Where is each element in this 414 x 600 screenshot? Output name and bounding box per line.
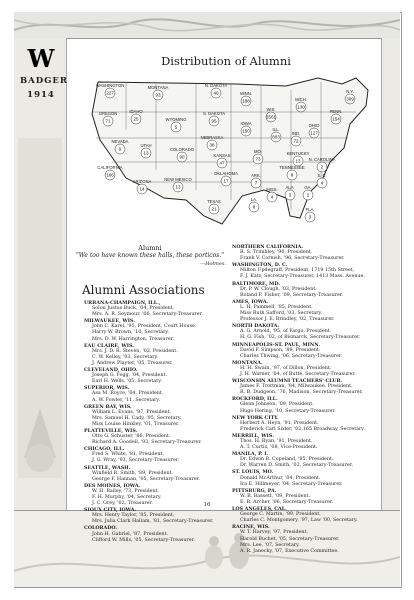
association: [84, 525, 234, 543]
association-officer: Dr. Warren D. Smith, '02, Secretary-Treasurer.: [240, 463, 354, 469]
association-city: AMES, IOWA.: [232, 298, 269, 305]
association-officer: W. B. Bassett, '09, President.: [240, 493, 311, 499]
association-city: WASHINGTON, D. C.: [232, 262, 288, 269]
association-officer: Richard A. Goodell, '93, Secretary-Treasurer.: [92, 440, 202, 446]
alumni-count: 127: [310, 130, 318, 136]
alumni-count: 8: [290, 172, 294, 178]
association-city: CHICAGO, ILL.: [84, 446, 125, 453]
association-officer: J. H. Warner, '04, of Butte, Secretary-Treasurer.: [240, 371, 356, 377]
association-officer: Glenn Johnson, '09, President.: [240, 402, 314, 408]
association: [232, 506, 392, 524]
association-officer: Mrs. A. R. Seymour, '06, Secretary-Treasurer.: [92, 312, 203, 318]
alumni-count: 2: [306, 192, 310, 198]
association-officer: Solon Justus Buck, '04, President.: [92, 306, 175, 312]
alumni-count: 8: [252, 204, 256, 210]
association: [232, 415, 392, 433]
state-mich: [295, 97, 307, 112]
association-city: MINNEAPOLIS-ST. PAUL, MINN.: [232, 341, 321, 348]
association-officer: W. T. Harvey, '97, President.: [240, 530, 308, 536]
association: [232, 299, 392, 323]
association: [232, 360, 392, 378]
state-label: GA.: [304, 185, 312, 190]
association-officer: Roland F. Fisher, '09, Secretary-Treasurer.: [240, 292, 344, 298]
association-city: CLEVELAND, OHIO.: [84, 367, 138, 374]
alumni-count: 7: [254, 180, 258, 186]
state-label: LA.: [250, 197, 258, 202]
alumni-count: 4: [320, 180, 324, 186]
association-city: NORTH DAKOTA.: [232, 323, 280, 330]
state-ga: [303, 185, 313, 200]
alumni-count: 9: [118, 146, 122, 152]
association-officer: Professor J. E. Brindley, '02, Treasurer.: [240, 317, 335, 323]
state-label: IND.: [291, 131, 301, 136]
alumni-distribution-map: [86, 70, 376, 240]
alumni-count: 4: [270, 194, 274, 200]
association-city: ROCKFORD, ILL.: [232, 396, 278, 403]
association-officer: Joseph G. Fogg, '04, President.: [92, 373, 167, 379]
association-officer: E. B. Archer, '06, Secretary-Treasurer.: [240, 499, 334, 505]
quote-text: "We too have known these halls, these porticos.": [75, 252, 225, 259]
association-officer: John C. Karel, '95, President, Court House.: [92, 324, 197, 330]
association: [84, 367, 234, 385]
state-label: TENNESSEE: [279, 165, 305, 170]
association-city: DES MOINES, IOWA.: [84, 482, 141, 489]
badge-year: 1914: [27, 90, 55, 100]
state-label: PENN.: [329, 109, 343, 114]
state-label: N. DAKOTA: [204, 83, 228, 88]
decorative-top-band: [14, 12, 400, 39]
state-label: TEXAS: [207, 199, 221, 204]
alumni-count: 93: [155, 92, 161, 98]
association-officer: Harold Buchet, '05, Secretary-Treasurer.: [240, 536, 340, 542]
state-ark: [251, 173, 261, 188]
yearbook-badge: [20, 44, 68, 100]
alumni-count: 188: [242, 98, 250, 104]
association-officer: J. G. Wray, '93, Secretary-Treasurer.: [92, 458, 180, 464]
state-label: UTAH: [140, 143, 152, 148]
alumni-count: 17: [223, 178, 229, 184]
association-city: SIOUX CITY, IOWA.: [84, 507, 137, 514]
association-officer: Harry W. Brown, '10, Secretary.: [92, 330, 170, 336]
state-label: WASHINGTON: [95, 83, 125, 88]
section-title: Alumni Associations: [82, 283, 205, 297]
association-officer: Mrs. D. W. Harrington, Treasurer.: [92, 336, 175, 342]
association-officer: Thos. H. Ryan, '91, President.: [240, 439, 313, 444]
association: [232, 262, 392, 280]
state-label: NEVADA: [111, 139, 129, 144]
association-officer: Mrs. Lee, '07, Secretary.: [240, 542, 300, 548]
alumni-count: 47: [219, 160, 225, 166]
state-label: MISS.: [266, 187, 278, 192]
state-n-y: [345, 89, 355, 104]
association: [232, 342, 392, 360]
alumni-count: 14: [139, 186, 145, 192]
association-officer: A. T. Curtis, '08, Vice-President.: [240, 445, 318, 451]
association-officer: George F. Hannan, '05, Secretary-Treasurer.: [92, 476, 200, 482]
association: [232, 433, 392, 451]
state-label: ILL.: [272, 127, 280, 132]
association-officer: Charles C. Montgomery, '97, Law '00, Secretary.: [240, 518, 358, 524]
association-officer: Mrs. Henry Taylor, '85, President.: [92, 513, 175, 519]
association-city: MERRILL, WIS.: [232, 432, 274, 439]
association-city: PITTSBURG, PA.: [232, 487, 277, 494]
state-la: [249, 197, 259, 212]
association-city: RACINE, WIS.: [232, 524, 270, 531]
association-officer: Frank V. Cornish, '96, Secretary-Treasurer.: [240, 256, 345, 262]
association-city: EAU CLAIRE, WIS.: [84, 342, 134, 349]
state-california: [97, 165, 122, 180]
association-city: COLORADO.: [84, 525, 117, 532]
alumni-count: 73: [255, 156, 261, 162]
state-minn: [240, 91, 252, 106]
state-label: OHIO: [308, 123, 320, 128]
alumni-count: 90: [179, 154, 185, 160]
state-ohio: [309, 123, 320, 138]
alumni-count: 227: [106, 90, 114, 96]
state-label: MONTANA: [147, 85, 169, 90]
badge-letter: W: [27, 44, 55, 73]
association-officer: Mrs. Julia Clark Hallam, '81, Secretary-Treasurer.: [92, 519, 214, 525]
association-city: LOS ANGELES, CAL.: [232, 506, 287, 513]
association: [84, 404, 234, 428]
association: [84, 343, 234, 367]
associations-right-column: [232, 244, 392, 555]
association-officer: Milton Updegraff, President, 1719 15th Street,: [240, 268, 355, 274]
state-label: NEBRASKA: [200, 135, 224, 140]
alumni-count: 71: [105, 118, 111, 124]
association: [232, 323, 392, 341]
alumni-count: 95: [211, 118, 217, 124]
association-city: ST. LOUIS, MO.: [232, 469, 274, 476]
association: [84, 465, 234, 483]
alumni-count: 154: [332, 116, 340, 122]
association-officer: J. C. Grey, '02, Treasurer.: [92, 501, 153, 507]
association: [232, 244, 392, 262]
association-officer: Hugo Hering, '10, Secretary-Treasurer.: [240, 408, 336, 414]
association-city: SUPERIOR, WIS.: [84, 385, 130, 392]
association-city: MANILA, P. I.: [232, 451, 269, 458]
association-city: MONTANA.: [232, 359, 263, 366]
state-label: MICH.: [295, 97, 307, 102]
association: [232, 524, 392, 554]
state-label: IOWA: [240, 121, 252, 126]
alumni-count: 5: [174, 124, 178, 130]
association-officer: Fred S. White, '81, President.: [92, 452, 164, 458]
association-officer: Mrs. J. D. R. Steven, '02, President.: [92, 348, 178, 354]
state-label: WYOMING: [165, 117, 187, 122]
alumni-count: 13: [143, 150, 149, 156]
association: [84, 318, 234, 342]
alumni-count: 72: [293, 138, 299, 144]
association-officer: L. H. Pammell, '85, President.: [240, 304, 313, 310]
association: [232, 281, 392, 299]
state-label: KANSAS: [213, 153, 231, 158]
association-officer: H. H. Swain, '97, of Dillon, President.: [240, 365, 332, 371]
association: [232, 378, 392, 396]
association-officer: R. B. Dudgeon, '76, Madison, Secretary-Treasurer.: [240, 390, 363, 396]
state-mo: [253, 149, 263, 164]
alumni-count: 309: [346, 96, 354, 102]
state-label: ALA.: [285, 185, 295, 190]
association-officer: A. W. Fowler, '11, Secretary.: [92, 397, 160, 403]
association-officer: Otto G. Schuster, '86, President.: [92, 434, 171, 440]
association-officer: A. R. Janecky, '07, Executive Committee.: [240, 548, 339, 554]
state-wis: [266, 107, 277, 122]
association-officer: Winfield R. Smith, '89, President.: [92, 470, 174, 476]
state-label: WIS.: [266, 107, 276, 112]
state-label: OKLAHOMA: [214, 171, 238, 176]
association-officer: Dr. Edwin B. Copeland, '95, President.: [240, 457, 334, 463]
alumni-count: 21: [211, 206, 217, 212]
association-officer: Herbert A. Heyn, '91, President.: [240, 420, 319, 426]
alumni-count: 166: [106, 172, 114, 178]
state-ind: [291, 131, 301, 146]
association-officer: J. Andrew Playter, '05, Treasurer.: [92, 360, 173, 366]
association-officer: Frederick Carl Sixler, '02,165 Broadway, Secretary.: [240, 426, 365, 432]
association: [84, 428, 234, 446]
decorative-left-column: [14, 38, 67, 548]
association: [84, 446, 234, 464]
state-label: IDAHO: [129, 109, 143, 114]
us-outline: [92, 78, 368, 224]
state-utah: [140, 143, 151, 158]
alumni-count: 25: [133, 116, 139, 122]
state-s-c: [317, 173, 327, 188]
state-label: MINN.: [240, 91, 252, 96]
alumni-count: 3: [308, 214, 312, 220]
alumni-count: 13: [295, 158, 301, 164]
association-officer: R. S. Trimbley, '90, President.: [240, 250, 313, 256]
alumni-count: 38: [209, 142, 215, 148]
association-officer: Ira E. Hillmeyer, '04, Secretary-Treasurer.: [240, 481, 343, 487]
association-city: URBANA-CHAMPAIGN, ILL.,: [84, 300, 161, 306]
state-ala: [285, 185, 295, 200]
association-officer: Charles Thwing, '06, Secretary-Treasurer.: [240, 353, 343, 359]
association-officer: William L. Evans, '97, President.: [92, 409, 172, 415]
association-city: GREEN BAY, WIS.: [84, 403, 132, 410]
association-officer: James F. Trottman, '84, Milwaukee, President.: [240, 384, 353, 390]
association-city: MILWAUKEE, WIS.: [84, 318, 136, 325]
state-label: ARK.: [251, 173, 261, 178]
association: [84, 385, 234, 403]
state-miss: [266, 187, 277, 202]
association-city: BALTIMORE, MD.: [232, 280, 281, 287]
state-label: ARIZONA: [132, 179, 152, 184]
alumni-count: 803: [272, 134, 280, 140]
association-city: NORTHERN CALIFORNIA.: [232, 244, 304, 250]
alumni-count: 13: [175, 184, 181, 190]
state-label: OREGON: [98, 111, 118, 116]
association-officer: F. J. Katz, Secretary-Treasurer, 1413 Mass. Avenue.: [240, 274, 365, 280]
association-officer: Miss Ruth Safford, '03, Secretary.: [240, 311, 323, 317]
association-officer: W. H. Bailey, '73, President.: [92, 488, 160, 494]
association-city: WISCONSIN ALUMNI TEACHERS' CLUB.: [232, 378, 343, 385]
association-officer: A. G. Arnold, '95, of Fargo, President.: [240, 329, 332, 335]
association-officer: C. W. Kelley, '03, Secretary.: [92, 354, 159, 360]
state-label: N. CAROLINA: [308, 157, 336, 162]
association-officer: Miss Louise Hinkley, '01, Treasurer.: [92, 421, 180, 427]
page-number: 16: [203, 502, 211, 508]
association: [232, 451, 392, 469]
association: [232, 469, 392, 487]
association: [84, 507, 234, 525]
alumni-count: 130: [297, 104, 305, 110]
association-officer: Clifford W. Mills, '05, Secretary-Treasurer.: [92, 537, 195, 543]
association-city: NEW YORK CITY.: [232, 414, 279, 421]
association-city: SEATTLE, WASH.: [84, 464, 131, 471]
state-label: NEW MEXICO: [164, 177, 192, 182]
state-label: S. C.: [317, 173, 327, 178]
association-officer: Mrs. Samuel H. Cady, '95, Secretary.: [92, 415, 182, 421]
association: [232, 396, 392, 414]
alumni-count: 40: [213, 90, 219, 96]
association-officer: David F. Simpson, '89, President.: [240, 347, 321, 353]
association-officer: Dr. P. W. Clough, '03, President.: [240, 286, 317, 292]
quote-heading: Alumni: [138, 244, 162, 252]
state-label: COLORADO: [170, 147, 194, 152]
map-title: Distribution of Alumni: [161, 54, 291, 68]
state-label: N.Y.: [346, 89, 354, 94]
association-officer: F. H. Murphy, '04, Secretary.: [92, 495, 162, 500]
association-officer: H. G. Fish, '02, of Bismarck, Secretary-Treasurer.: [240, 335, 361, 341]
state-label: KENTUCKY: [286, 151, 310, 156]
association-officer: John H. Gabriel, '87, President.: [92, 531, 169, 537]
state-fla: [305, 207, 315, 222]
association-officer: Earl H. Wells, '05, Secretary.: [92, 379, 162, 385]
state-iowa: [240, 121, 251, 136]
association-officer: Donald McArthur, '04, President.: [240, 475, 321, 481]
alumni-quote: [70, 244, 230, 267]
state-label: S. DAKOTA: [202, 111, 226, 116]
state-label: CALIFORNIA: [97, 165, 123, 170]
alumni-count: 2: [320, 164, 324, 170]
state-label: FLA.: [305, 207, 315, 212]
association-officer: George C. Martin, '99, President.: [240, 512, 321, 518]
badge-name: BADGER: [20, 76, 68, 86]
association-officer: Asa M. Royce, '04, President.: [92, 391, 164, 397]
quote-author: —Holmes.: [200, 261, 226, 267]
alumni-count: 150: [242, 128, 250, 134]
association-city: PLATTEVILLE, WIS.: [84, 427, 138, 434]
state-label: MO.: [254, 149, 262, 154]
alumni-count: 3: [288, 192, 292, 198]
alumni-count: 3561: [265, 114, 277, 120]
association: [84, 300, 234, 318]
